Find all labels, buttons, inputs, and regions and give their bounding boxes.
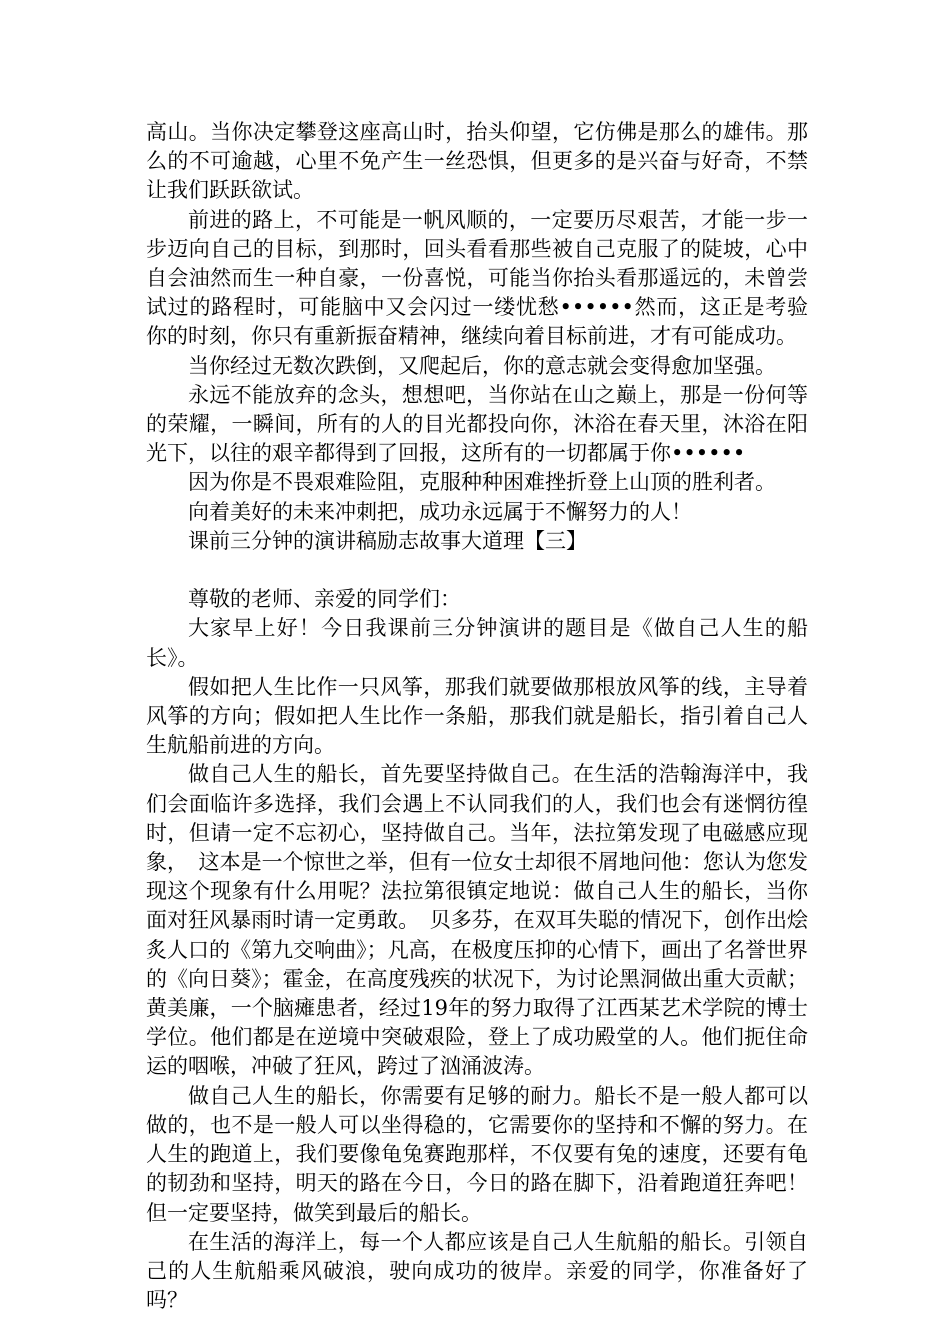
greeting: 尊敬的老师、亲爱的同学们：: [188, 587, 461, 612]
section-heading: 课前三分钟的演讲稿励志故事大道理【三】: [188, 528, 587, 553]
paragraph-endurance: 做自己人生的船长，你需要有足够的耐力。船长不是一般人都可以做的，也不是一般人可以坐得稳的，它需要你的坚持和不懈的努力。在人生的跑道上，我们要像龟兔赛跑那样，不仅要有兔的速度，还要有龟的韧劲和坚持，明天的路在今日，今日的路在脚下，沿着跑道狂奔吧！但一定要坚持，做笑到最后的船长。: [146, 1083, 808, 1225]
paragraph-2: 前进的路上，不可能是一帆风顺的，一定要历尽艰苦，才能一步一步迈向自己的目标，到那时，回头看看那些被自己克服了的陡坡，心中自会油然而生一种自豪，一份喜悦，可能当你抬头看那遥远的，未曾尝试过的路程时，可能脑中又会闪过一缕忧愁••••••然而，这正是考验你的时刻，你只有重新振奋精神，继续向着目标前进，才有可能成功。: [146, 207, 808, 349]
paragraph-3: 当你经过无数次跌倒，又爬起后，你的意志就会变得愈加坚强。: [188, 353, 776, 378]
paragraph-kite: 假如把人生比作一只风筝，那我们就要做那根放风筝的线，主导着风筝的方向；假如把人生比作一条船，那我们就是船长，指引着自己人生航船前进的方向。: [146, 674, 808, 758]
document-body: [146, 118, 808, 1315]
paragraph-5: 因为你是不畏艰难险阻，克服种种困难挫折登上山顶的胜利者。: [188, 470, 776, 495]
paragraph-4: 永远不能放弃的念头，想想吧，当你站在山之巅上，那是一份何等的荣耀，一瞬间，所有的人的目光都投向你，沐浴在春天里，沐浴在阳光下，以往的艰辛都得到了回报，这所有的一切都属于你••••••: [146, 382, 808, 466]
blank-line: [146, 556, 808, 585]
paragraph-be-yourself: 做自己人生的船长，首先要坚持做自己。在生活的浩翰海洋中，我们会面临许多选择，我们会遇上不认同我们的人，我们也会有迷惘彷徨时，但请一定不忘初心，坚持做自己。当年，法拉第发现了电磁感应现象， 这本是一个惊世之举，但有一位女士却很不屑地问他：您认为您发现这个现象有什么用呢？法拉第很镇定地说：做自己人生的船长，当你面对狂风暴雨时请一定勇敢。 贝多芬，在双耳失聪的情况下，创作出烩炙人口的《第九交响曲》；凡高，在极度压抑的心情下，画出了名誉世界的《向日葵》；霍金，在高度残疾的状况下，为讨论黑洞做出重大贡献；黄美廉，一个脑瘫患者，经过19年的努力取得了江西某艺术学院的博士学位。他们都是在逆境中突破艰险，登上了成功殿堂的人。他们扼住命运的咽喉，冲破了狂风，跨过了汹涌波涛。: [146, 762, 808, 1079]
paragraph-1: 高山。当你决定攀登这座高山时，抬头仰望，它仿佛是那么的雄伟。那么的不可逾越，心里不免产生一丝恐惧，但更多的是兴奋与好奇，不禁让我们跃跃欲试。: [146, 120, 808, 203]
paragraph-opening: 大家早上好！今日我课前三分钟演讲的题目是《做自己人生的船长》。: [146, 616, 808, 670]
paragraph-6: 向着美好的未来冲刺把，成功永远属于不懈努力的人！: [188, 499, 692, 524]
paragraph-closing: 在生活的海洋上，每一个人都应该是自己人生航船的船长。引领自己的人生航船乘风破浪，驶向成功的彼岸。亲爱的同学，你准备好了吗？: [146, 1229, 808, 1313]
